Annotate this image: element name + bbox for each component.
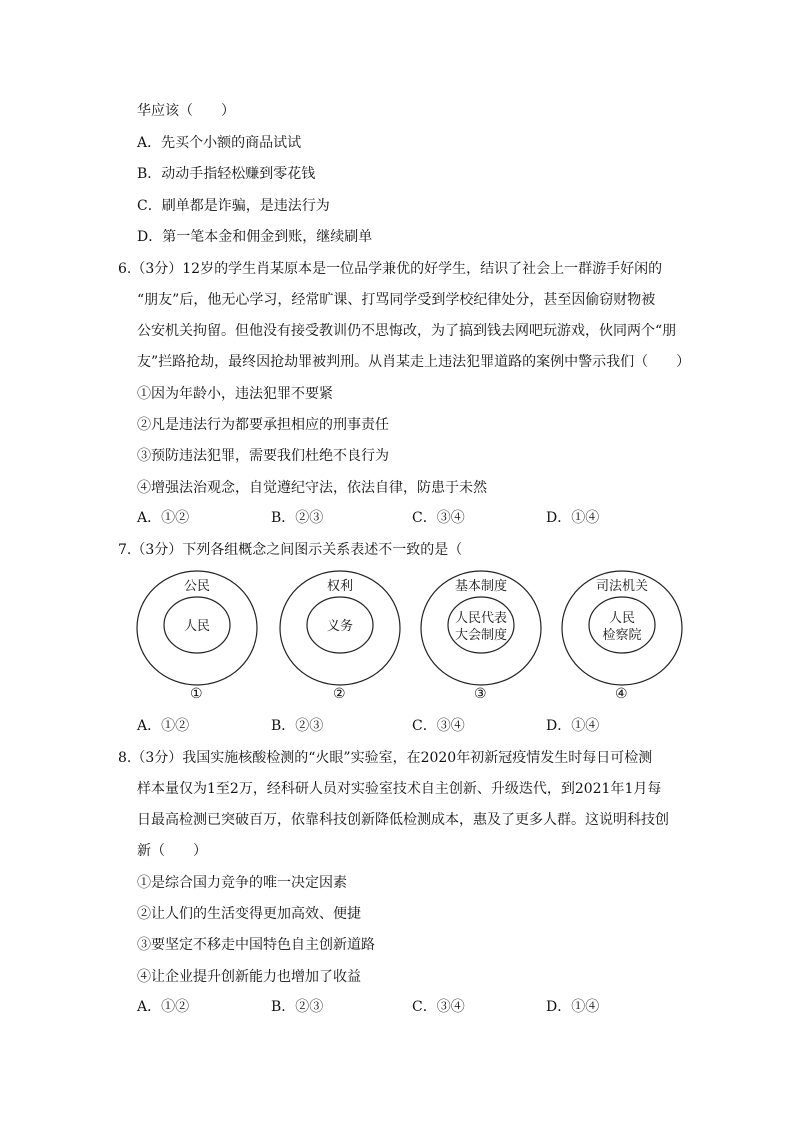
q8-statement-4: ④让企业提升创新能力也增加了收益 bbox=[137, 969, 361, 985]
q7-diagram-1-number: ① bbox=[190, 686, 203, 702]
q7-diagram-4-outer-label: 司法机关 bbox=[595, 579, 649, 594]
q5-option-a: A．先买个小额的商品试试 bbox=[137, 135, 302, 151]
q7-stem: 7.（3分）下列各组概念之间图示关系表述不一致的是（ bbox=[118, 542, 463, 558]
q7-diagram-2-outer-label: 权利 bbox=[326, 579, 354, 594]
q7-choice-b: B．②③ bbox=[271, 718, 324, 734]
q7-choice-c: C．③④ bbox=[412, 718, 465, 734]
q8-stem-line-3: 日最高检测已突破百万，依靠科技创新降低检测成本，惠及了更多人群。这说明科技创 bbox=[137, 812, 669, 828]
q7-diagram-1 bbox=[137, 571, 257, 685]
q8-choice-a: A．①② bbox=[137, 999, 190, 1015]
q5-option-b: B．动动手指轻松赚到零花钱 bbox=[137, 166, 316, 182]
q6-stem-line-4: 友”拦路抢劫，最终因抢劫罪被判刑。从肖某走上违法犯罪道路的案例中警示我们（ ） bbox=[137, 354, 691, 370]
q6-statement-1: ①因为年龄小，违法犯罪不要紧 bbox=[137, 386, 333, 402]
q8-stem-line-4: 新（ ） bbox=[137, 843, 207, 859]
q7-diagram-3-number: ③ bbox=[474, 686, 487, 702]
q7-diagram-3-inner-label-1: 人民代表 bbox=[454, 611, 508, 626]
q8-statement-1: ①是综合国力竞争的唯一决定因素 bbox=[137, 875, 347, 891]
q7-diagram-2-inner-label: 义务 bbox=[326, 619, 354, 634]
q5-stem-tail: 华应该（ ） bbox=[137, 103, 235, 119]
q7-diagram-1-outer-label: 公民 bbox=[183, 579, 211, 594]
q7-diagram-2-number: ② bbox=[333, 686, 346, 702]
q7-choice-a: A．①② bbox=[137, 718, 190, 734]
q8-statement-3: ③要坚定不移走中国特色自主创新道路 bbox=[137, 937, 375, 953]
q7-diagram-4 bbox=[562, 571, 682, 685]
q7-choice-d: D．①④ bbox=[546, 718, 600, 734]
q8-choice-d: D．①④ bbox=[546, 999, 600, 1015]
q6-statement-4: ④增强法治观念，自觉遵纪守法，依法自律，防患于未然 bbox=[137, 480, 487, 496]
q8-choice-c: C．③④ bbox=[412, 999, 465, 1015]
q6-choice-b: B．②③ bbox=[271, 510, 324, 526]
q5-option-c: C．刷单都是诈骗，是违法行为 bbox=[137, 198, 330, 214]
q6-stem-line-2: “朋友”后，他无心学习，经常旷课、打骂同学受到学校纪律处分，甚至因偷窃财物被 bbox=[137, 292, 656, 308]
q6-choice-a: A．①② bbox=[137, 510, 190, 526]
q6-choice-d: D．①④ bbox=[546, 510, 600, 526]
q6-stem-line-1: 6.（3分）12岁的学生肖某原本是一位品学兼优的好学生，结识了社会上一群游手好闲的 bbox=[118, 261, 663, 277]
q8-choice-b: B．②③ bbox=[271, 999, 324, 1015]
q7-diagram-3 bbox=[421, 571, 541, 685]
q8-stem-line-2: 样本量仅为1至2万，经科研人员对实验室技术自主创新、升级迭代，到2021年1月每 bbox=[137, 781, 662, 797]
q6-choice-c: C．③④ bbox=[412, 510, 465, 526]
q6-statement-2: ②凡是违法行为都要承担相应的刑事责任 bbox=[137, 417, 389, 433]
q7-diagrams bbox=[130, 568, 690, 708]
q7-diagram-3-inner-label-2: 大会制度 bbox=[454, 628, 508, 643]
q6-statement-3: ③预防违法犯罪，需要我们杜绝不良行为 bbox=[137, 448, 389, 464]
q7-diagram-4-inner-label-2: 检察院 bbox=[602, 628, 642, 643]
q7-diagram-2 bbox=[280, 571, 400, 685]
q7-diagram-3-outer-label: 基本制度 bbox=[454, 579, 508, 594]
q7-diagram-4-number: ④ bbox=[615, 686, 628, 702]
q6-stem-line-3: 公安机关拘留。但他没有接受教训仍不思悔改，为了搞到钱去网吧玩游戏，伙同两个“朋 bbox=[137, 323, 677, 339]
q8-statement-2: ②让人们的生活变得更加高效、便捷 bbox=[137, 906, 361, 922]
q8-stem-line-1: 8.（3分）我国实施核酸检测的“火眼”实验室，在2020年初新冠疫情发生时每日可检测 bbox=[118, 750, 653, 766]
q5-option-d: D．第一笔本金和佣金到账，继续刷单 bbox=[137, 229, 373, 245]
q7-diagram-4-inner-label-1: 人民 bbox=[608, 611, 636, 626]
q7-diagram-1-inner-label: 人民 bbox=[183, 619, 211, 634]
